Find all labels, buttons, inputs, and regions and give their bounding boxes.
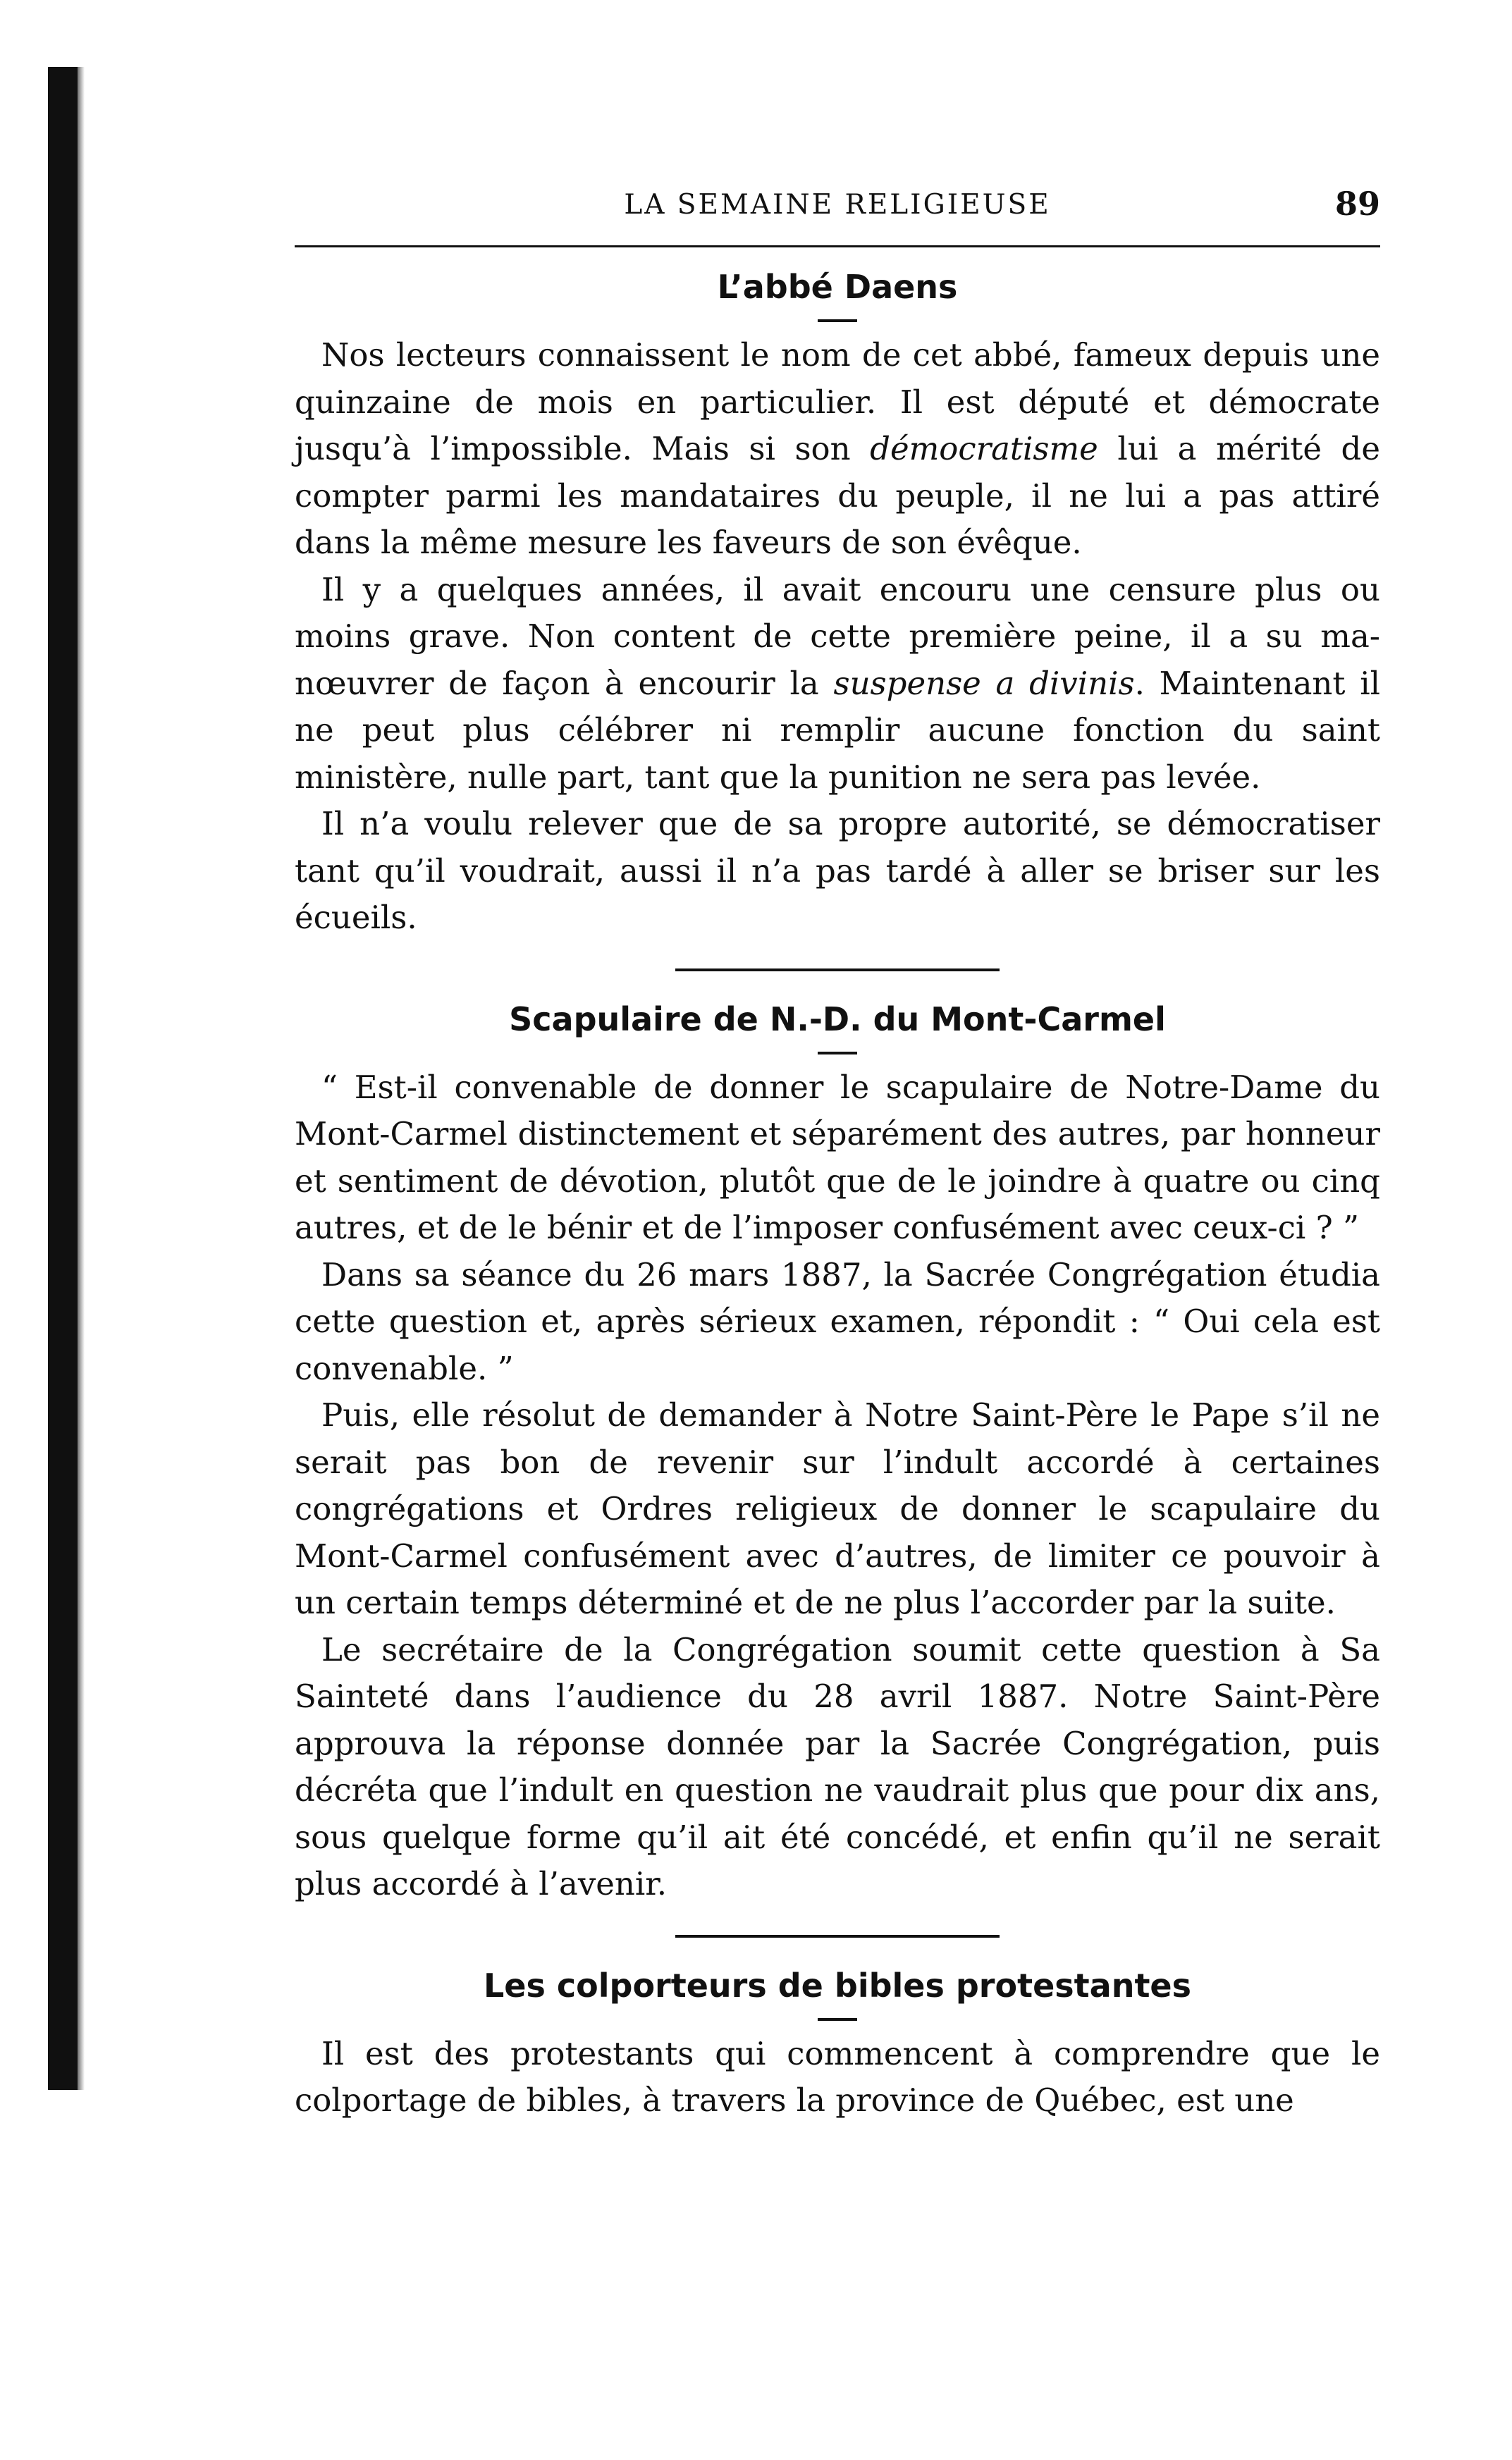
paragraph (295, 801, 1380, 942)
title-dash (818, 1052, 857, 1054)
title-dash (818, 2018, 857, 2021)
article (295, 266, 1380, 942)
italic-term: suspense a divinis (833, 664, 1135, 702)
section-separator-rule (675, 1935, 1000, 1938)
article-body (295, 1064, 1380, 1908)
article-body (295, 2031, 1380, 2124)
header-rule (295, 245, 1380, 247)
page-number: 89 (1334, 185, 1380, 223)
paragraph (295, 1064, 1380, 1252)
paragraph (295, 2031, 1380, 2124)
article-body (295, 332, 1380, 942)
article-title: Les colporteurs de bibles protestantes (483, 1966, 1192, 2005)
article (295, 998, 1380, 1908)
paragraph (295, 1392, 1380, 1627)
paragraph-text: Dans sa séance du 26 mars 1887, la Sacrée Congrégation étudia cette question et, après sérieux examen, répondit : “ Oui cela est convenable. ” (295, 1255, 1380, 1387)
paragraph (295, 1627, 1380, 1908)
articles-container (295, 266, 1380, 2124)
paragraph-text: Il y a quelques années, il avait encouru une censure plus ou moins grave. Non content de cette première peine, il a su manœuvrer de façon à encourir la (295, 570, 1380, 702)
page-binding-edge (48, 67, 78, 2090)
running-head (295, 185, 1380, 231)
paragraph-text: . Maintenant il ne peut plus célébrer ni remplir aucune fonction du saint ministère, nulle part, tant que la punition ne sera pas levée. (295, 664, 1380, 796)
paragraph-text: lui a mérité de compter parmi les mandataires du peuple, il ne lui a pas attiré dans la même mesure les faveurs de son évêque. (295, 430, 1380, 561)
paragraph-text: Puis, elle résolut de demander à Notre Saint-Père le Pape s’il ne serait pas bon de revenir sur l’indult accordé à certaines congrégations et Ordres religieux de donner le scapulaire du Mont-Carmel confusément avec d’autres, de limiter ce pouvoir à un certain temps déterminé et de ne plus l’accorder par la suite. (295, 1396, 1380, 1621)
paragraph (295, 1252, 1380, 1393)
paragraph (295, 567, 1380, 801)
article-title: Scapulaire de N.-D. du Mont-Carmel (509, 1000, 1166, 1038)
article (295, 1964, 1380, 2124)
page-column (295, 185, 1380, 2124)
section-separator-rule (675, 968, 1000, 971)
title-dash (818, 319, 857, 322)
paragraph-text: Il n’a voulu relever que de sa propre autorité, se démocratiser tant qu’il voudrait, aussi il n’a pas tardé à aller se briser sur les écueils. (295, 805, 1380, 936)
paragraph-text: Le secrétaire de la Congrégation soumit cette question à Sa Sainteté dans l’audience du 28 avril 1887. Notre Saint-Père approuva la réponse donnée par la Sacrée Congrégation, puis décréta que l’indult en question ne vaudrait plus que pour dix ans, sous quelque forme qu’il ait été concédé, et enfin qu’il ne serait plus accordé à l’avenir. (295, 1630, 1380, 1902)
paragraph-text: Nos lecteurs connaissent le nom de cet abbé, fameux depuis une quinzaine de mois en particulier. Il est député et démocrate jusqu’à l’impossible. Mais si son (295, 336, 1380, 467)
running-title: LA SEMAINE RELIGIEUSE (624, 189, 1051, 221)
italic-term: démocratisme (870, 430, 1098, 467)
article-title: L’abbé Daens (717, 268, 958, 306)
paragraph-text: “ Est-il convenable de donner le scapulaire de Notre-Dame du Mont-Carmel distinctement et séparément des autres, par honneur et sentiment de dévotion, plutôt que de le joindre à quatre ou cinq autres, et de le bénir et de l’imposer confusément avec ceux-ci ? ” (295, 1068, 1380, 1246)
paragraph (295, 332, 1380, 567)
paragraph-text: Il est des protestants qui commencent à comprendre que le colportage de bibles, à travers la province de Québec, est une (295, 2034, 1380, 2119)
